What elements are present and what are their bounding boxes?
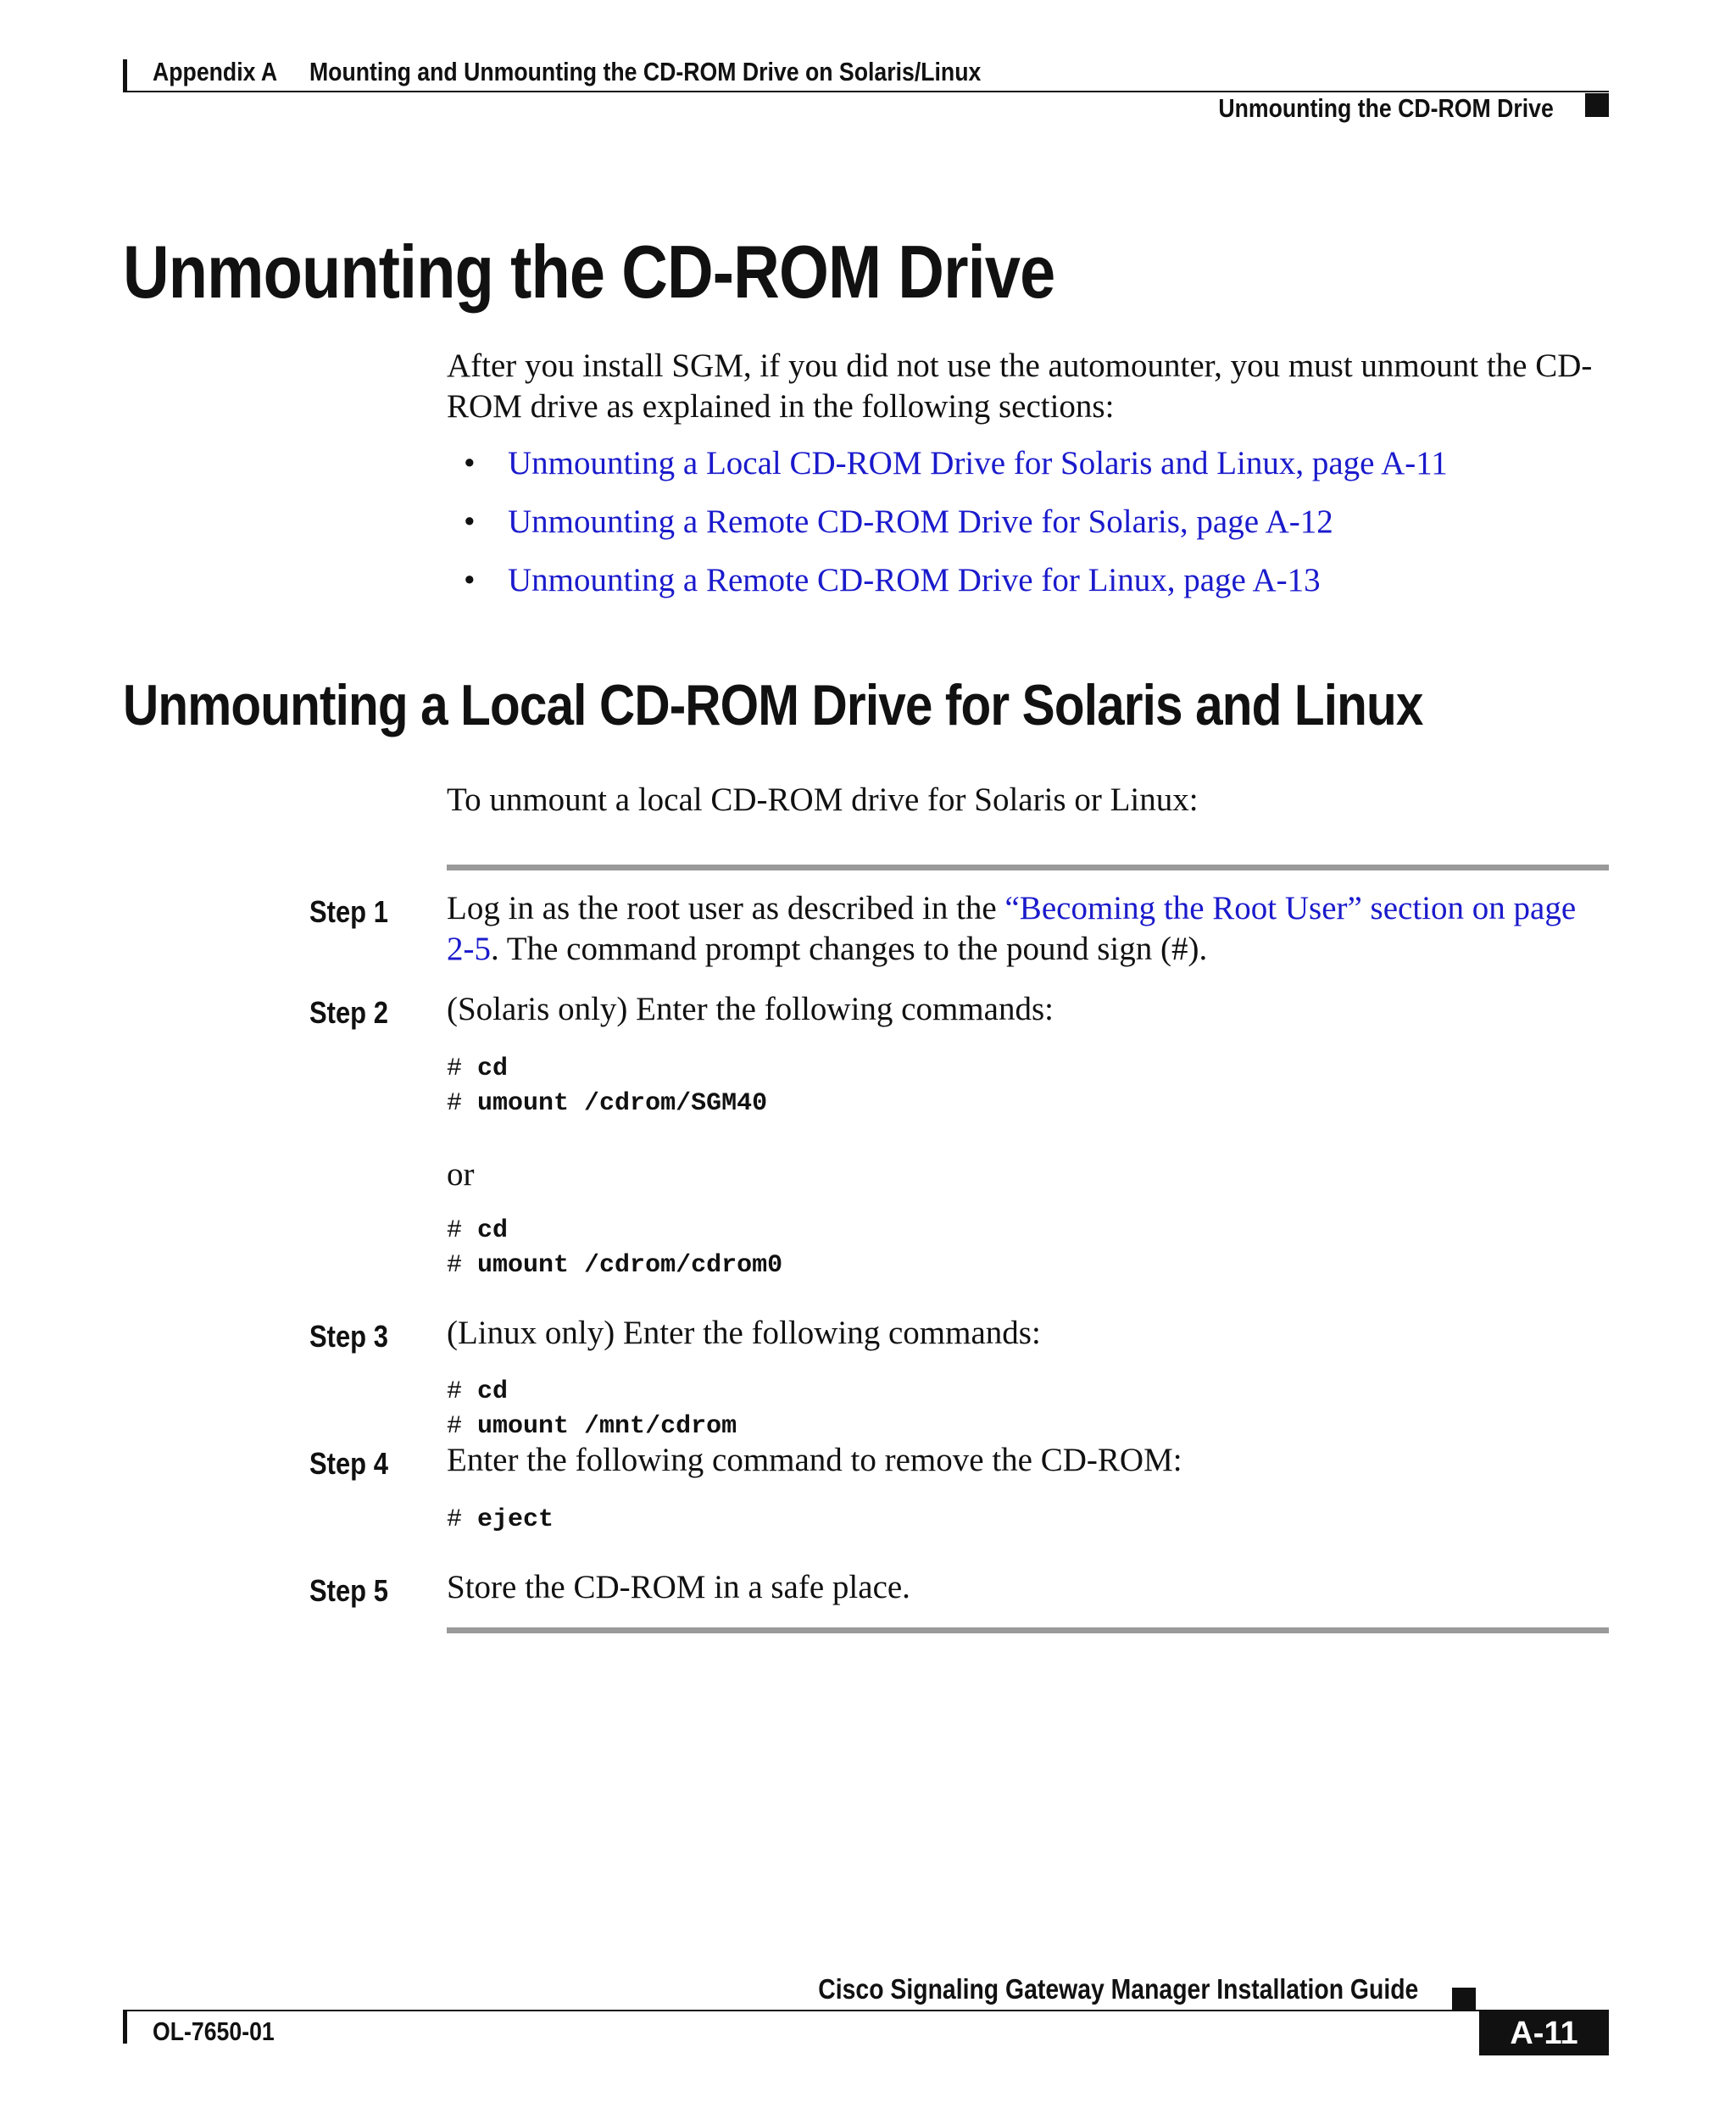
code-block bbox=[447, 1052, 767, 1121]
header-rule bbox=[123, 91, 1609, 92]
footer-left-bar bbox=[123, 2011, 127, 2044]
code-block bbox=[447, 1503, 554, 1538]
header-square-marker bbox=[1585, 93, 1609, 117]
procedure-bottom-rule bbox=[447, 1627, 1609, 1633]
section-links-list bbox=[447, 443, 1448, 619]
step-label: Step 3 bbox=[309, 1319, 388, 1354]
command: cd bbox=[477, 1377, 509, 1406]
list-item bbox=[447, 443, 1448, 502]
step-2-text: (Solaris only) Enter the following commands: bbox=[447, 991, 1054, 1027]
step-5-text: Store the CD-ROM in a safe place. bbox=[447, 1569, 910, 1605]
command: umount /mnt/cdrom bbox=[477, 1412, 737, 1441]
footer-guide-title: Cisco Signaling Gateway Manager Installation Guide bbox=[817, 1973, 1418, 2005]
bullet-icon: • bbox=[464, 562, 476, 598]
running-header-section: Unmounting the CD-ROM Drive bbox=[1218, 93, 1554, 123]
footer-rule bbox=[123, 2010, 1609, 2011]
page-number-badge: A-11 bbox=[1479, 2011, 1609, 2055]
procedure-lead: To unmount a local CD-ROM drive for Solaris or Linux: bbox=[447, 781, 1199, 818]
command: umount /cdrom/cdrom0 bbox=[477, 1251, 783, 1280]
step-1-text-after: . The command prompt changes to the pound sign (#). bbox=[491, 931, 1208, 967]
link-remote-linux[interactable]: Unmounting a Remote CD-ROM Drive for Linux, page A-13 bbox=[508, 562, 1321, 598]
prompt: # bbox=[447, 1054, 463, 1083]
code-block bbox=[447, 1375, 737, 1444]
prompt: # bbox=[447, 1089, 463, 1118]
prompt: # bbox=[447, 1216, 463, 1245]
step-4-text: Enter the following command to remove the CD-ROM: bbox=[447, 1442, 1182, 1478]
header-left-bar bbox=[123, 59, 127, 92]
appendix-label: Appendix A bbox=[153, 57, 278, 86]
step-label: Step 4 bbox=[309, 1446, 388, 1481]
intro-paragraph: After you install SGM, if you did not use the automounter, you must unmount the CD-ROM drive as explained in the following sections: bbox=[447, 348, 1593, 425]
link-local-cdrom[interactable]: Unmounting a Local CD-ROM Drive for Solaris and Linux, page A-11 bbox=[508, 445, 1448, 481]
or-text: or bbox=[447, 1156, 475, 1193]
prompt: # bbox=[447, 1412, 463, 1441]
running-header-left bbox=[153, 57, 981, 87]
step-3-text: (Linux only) Enter the following commands: bbox=[447, 1315, 1041, 1351]
step-label: Step 5 bbox=[309, 1573, 388, 1608]
footer-doc-number: OL-7650-01 bbox=[153, 2016, 275, 2046]
link-becoming-root-user[interactable]: “Becoming the Root User” section on page 2-5 bbox=[447, 890, 1577, 967]
command: eject bbox=[477, 1505, 554, 1534]
step-1-text-before: Log in as the root user as described in the bbox=[447, 890, 1005, 926]
procedure-top-rule bbox=[447, 865, 1609, 870]
prompt: # bbox=[447, 1377, 463, 1406]
chapter-title: Mounting and Unmounting the CD-ROM Drive on Solaris/Linux bbox=[309, 57, 982, 86]
command: cd bbox=[477, 1054, 509, 1083]
bullet-icon: • bbox=[464, 445, 476, 481]
footer-square-marker bbox=[1452, 1988, 1476, 2011]
list-item bbox=[447, 502, 1448, 560]
section-title: Unmounting the CD-ROM Drive bbox=[123, 230, 1055, 314]
link-remote-solaris[interactable]: Unmounting a Remote CD-ROM Drive for Solaris, page A-12 bbox=[508, 503, 1333, 540]
step-label: Step 1 bbox=[309, 894, 388, 929]
code-block bbox=[447, 1214, 782, 1283]
bullet-icon: • bbox=[464, 503, 476, 540]
prompt: # bbox=[447, 1251, 463, 1280]
subsection-title: Unmounting a Local CD-ROM Drive for Solaris and Linux bbox=[123, 673, 1423, 737]
command: cd bbox=[477, 1216, 509, 1245]
command: umount /cdrom/SGM40 bbox=[477, 1089, 768, 1118]
step-label: Step 2 bbox=[309, 995, 388, 1030]
prompt: # bbox=[447, 1505, 463, 1534]
step-1-text bbox=[447, 888, 1608, 970]
list-item bbox=[447, 560, 1448, 619]
